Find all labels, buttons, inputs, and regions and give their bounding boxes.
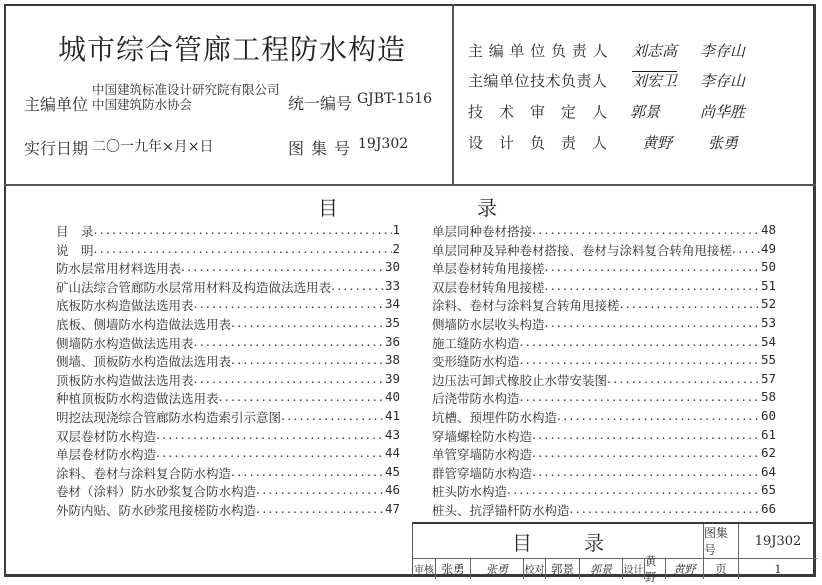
toc-entry-title: 侧墙防水构造做法选用表	[56, 335, 194, 351]
toc-entry-page: 36	[384, 333, 400, 349]
toc-entry-title: 底板防水构造做法选用表	[56, 298, 194, 314]
toc-entry-page: 43	[384, 426, 400, 442]
toc-entry-title: 顶板防水构造做法选用表	[56, 372, 194, 388]
toc-entry-title: 双层卷材防水构造	[56, 428, 157, 444]
leader-dots	[181, 259, 385, 277]
toc-entry-title: 边压法可卸式橡胶止水带安装图	[432, 372, 608, 388]
atlas-number-label: 图 集 号	[288, 139, 352, 158]
toc-entry-title: 坑槽、预埋件防水构造	[432, 410, 558, 425]
leader-dots	[532, 222, 761, 240]
toc-entry[interactable]	[56, 501, 400, 519]
signature: 刘志高	[632, 42, 678, 60]
toc-entry[interactable]	[432, 389, 776, 407]
leader-dots	[520, 352, 761, 370]
toc-entry[interactable]	[56, 241, 400, 259]
review-name: 张勇	[441, 561, 465, 576]
toc-entry-page: 35	[384, 315, 400, 330]
toc-entry[interactable]	[432, 464, 776, 482]
toc-entry[interactable]	[56, 296, 400, 314]
toc-entry[interactable]	[432, 296, 776, 314]
toc-entry-page: 44	[384, 445, 400, 461]
atlas-title: 城市综合管廊工程防水构造	[58, 33, 407, 66]
toc-entry-page: 41	[384, 408, 400, 423]
toc-entry-page: 66	[760, 501, 776, 516]
toc-entry-title: 单层卷材防水构造	[56, 447, 157, 463]
leader-dots	[231, 315, 385, 333]
toc-entry[interactable]	[56, 408, 400, 426]
responsible-role-3: 技 术 审 定 人	[468, 103, 608, 121]
toc-entry-title: 防水层常用材料选用表	[56, 261, 182, 277]
responsible-role-2: 主编单位技术负责人	[468, 72, 608, 90]
signature: 李存山	[700, 42, 746, 60]
toc-entry-page: 47	[384, 501, 400, 516]
leader-dots	[281, 408, 385, 426]
check-label: 校对	[524, 565, 545, 576]
toc-left-column	[56, 222, 400, 522]
toc-entry-title: 后浇带防水构造	[432, 391, 520, 407]
toc-entry[interactable]	[432, 352, 776, 370]
signature: 李存山	[700, 72, 746, 90]
leader-dots	[507, 482, 761, 500]
leader-dots	[194, 371, 385, 389]
leader-dots	[607, 371, 761, 389]
title-block	[412, 522, 816, 584]
toc-entry[interactable]	[432, 501, 776, 519]
atlas-no-value: 19J302	[754, 533, 802, 549]
toc-entry-page: 51	[760, 277, 776, 293]
toc-entry-page: 40	[384, 389, 400, 405]
toc-entry-title: 矿山法综合管廊防水层常用材料及构造做法选用表	[56, 279, 332, 295]
leader-dots	[570, 501, 761, 519]
leader-dots	[545, 278, 761, 296]
toc-entry-title: 单层同种及异种卷材搭接、卷材与涂料复合转角甩接槎	[432, 242, 733, 258]
toc-entry[interactable]	[56, 482, 400, 500]
responsible-role-4: 设 计 负 责 人	[468, 134, 608, 152]
toc-entry-page: 55	[760, 352, 776, 368]
signature: 黄野	[642, 134, 673, 152]
toc-entry[interactable]	[432, 427, 776, 445]
toc-entry-title: 底板、侧墙防水构造做法选用表	[56, 317, 232, 332]
toc-entry[interactable]	[56, 334, 400, 352]
toc-entry[interactable]	[432, 334, 776, 352]
toc-entry-page: 1	[392, 222, 400, 237]
signature: 尚华胜	[700, 103, 746, 121]
toc-entry[interactable]	[432, 259, 776, 277]
leader-dots	[256, 501, 385, 519]
leader-dots	[532, 464, 761, 482]
toc-entry-page: 50	[760, 259, 776, 275]
toc-entry-title: 说 明	[56, 242, 94, 258]
toc-entry[interactable]	[56, 464, 400, 482]
editor-unit-label: 主编单位	[24, 95, 89, 114]
unified-number-label: 统一编号	[288, 94, 353, 113]
check-name: 郭景	[551, 561, 574, 576]
design-name: 黄野	[645, 553, 657, 584]
leader-dots	[532, 445, 761, 463]
check-signature: 郭景	[590, 562, 612, 576]
toc-entry[interactable]	[432, 222, 776, 240]
toc-entry[interactable]	[56, 278, 400, 296]
design-label: 设计	[623, 565, 644, 576]
toc-entry-page: 65	[760, 482, 776, 498]
toc-entry[interactable]	[56, 352, 400, 370]
toc-entry-page: 60	[760, 408, 776, 423]
leader-dots	[545, 315, 761, 333]
unified-number: GJBT-1516	[357, 91, 432, 107]
toc-entry-title: 侧墙、顶板防水构造做法选用表	[56, 354, 232, 370]
leader-dots	[620, 296, 761, 314]
page-number: 1	[774, 561, 782, 576]
toc-entry-page: 58	[760, 389, 776, 405]
editor-unit-2: 中国建筑防水协会	[92, 97, 193, 112]
toc-entry-title: 目 录	[56, 224, 94, 239]
toc-entry[interactable]	[432, 408, 776, 426]
toc-entry[interactable]	[56, 445, 400, 463]
responsible-role-1: 主 编 单 位 负 责 人	[468, 42, 609, 60]
page-label: 页	[715, 561, 727, 576]
toc-entry-title: 外防内贴、防水砂浆甩接槎防水构造	[56, 503, 257, 518]
toc-entry-page: 33	[384, 277, 400, 293]
toc-entry-page: 62	[760, 445, 776, 461]
editor-unit-1: 中国建筑标准设计研究院有限公司	[92, 82, 280, 97]
leader-dots	[94, 222, 393, 240]
toc-entry[interactable]	[432, 445, 776, 463]
leader-dots	[219, 389, 385, 407]
toc-entry-page: 64	[760, 463, 776, 479]
leader-dots	[557, 408, 761, 426]
leader-dots	[231, 352, 385, 370]
toc-entry[interactable]	[56, 222, 400, 240]
leader-dots	[256, 482, 385, 500]
toc-title-right: 录	[477, 196, 497, 220]
drawing-title-right: 录	[584, 530, 604, 555]
toc-entry[interactable]	[56, 259, 400, 277]
leader-dots	[532, 427, 761, 445]
toc-entry-page: 2	[392, 240, 400, 256]
toc-entry-page: 48	[760, 222, 776, 237]
leader-dots	[520, 334, 761, 352]
drawing-title-left: 目	[512, 530, 532, 555]
atlas-number: 19J302	[358, 136, 409, 152]
toc-entry-title: 卷材（涂料）防水砂浆复合防水构造	[56, 484, 257, 500]
toc-entry[interactable]	[56, 315, 400, 333]
toc-entry-title: 施工缝防水构造	[432, 335, 520, 351]
design-signature: 黄野	[673, 562, 696, 576]
signature: 郭景	[630, 103, 661, 121]
toc-entry-page: 46	[384, 482, 400, 498]
toc-entry-page: 57	[760, 370, 776, 386]
review-signature: 张勇	[486, 562, 508, 576]
toc-entry-title: 穿墙螺栓防水构造	[432, 428, 533, 444]
toc-entry-page: 53	[760, 315, 776, 330]
toc-entry-page: 39	[384, 370, 400, 386]
review-label: 审核	[414, 565, 434, 576]
toc-entry[interactable]	[56, 389, 400, 407]
toc-entry-title: 涂料、卷材与涂料复合防水构造	[56, 465, 232, 481]
effective-date: 二〇一九年×月×日	[92, 139, 214, 155]
toc-entry-title: 种植顶板防水构造做法选用表	[56, 391, 219, 407]
toc-entry[interactable]	[56, 427, 400, 445]
leader-dots	[231, 464, 385, 482]
effective-date-label: 实行日期	[24, 139, 89, 158]
toc-entry-title: 单管穿墙防水构造	[432, 447, 533, 463]
toc-entry-title: 群管穿墙防水构造	[432, 465, 533, 481]
toc-entry-title: 侧墙防水层收头构造	[432, 317, 545, 332]
leader-dots	[520, 389, 761, 407]
leader-dots	[94, 241, 393, 259]
leader-dots	[156, 427, 385, 445]
toc-entry-page: 38	[384, 352, 400, 368]
toc-entry-page: 61	[760, 426, 776, 442]
signature: 刘宏卫	[632, 72, 678, 90]
header-divider	[452, 4, 454, 186]
toc-entry[interactable]	[432, 241, 776, 259]
toc-entry[interactable]	[432, 371, 776, 389]
leader-dots	[331, 278, 385, 296]
toc-entry-page: 45	[384, 463, 400, 479]
toc-entry-page: 54	[760, 333, 776, 349]
leader-dots	[732, 241, 761, 259]
toc-entry-title: 单层同种卷材搭接	[432, 224, 533, 239]
toc-entry-title: 明挖法现浇综合管廊防水构造索引示意图	[56, 410, 282, 425]
toc-entry-title: 单层卷材转角甩接槎	[432, 261, 545, 277]
toc-title-left: 目	[318, 196, 338, 220]
toc-entry[interactable]	[432, 315, 776, 333]
signature: 张勇	[708, 134, 739, 152]
leader-dots	[194, 334, 385, 352]
toc-entry-title: 桩头防水构造	[432, 484, 508, 500]
toc-entry[interactable]	[432, 278, 776, 296]
toc-entry[interactable]	[432, 482, 776, 500]
leader-dots	[545, 259, 761, 277]
toc-entry[interactable]	[56, 371, 400, 389]
toc-entry-title: 涂料、卷材与涂料复合转角甩接槎	[432, 298, 620, 314]
toc-entry-page: 30	[384, 259, 400, 275]
atlas-no-label: 图集号	[704, 526, 729, 557]
toc-entry-title: 双层卷材转角甩接槎	[432, 279, 545, 295]
leader-dots	[194, 296, 385, 314]
toc-right-column	[432, 222, 776, 522]
leader-dots	[156, 445, 385, 463]
toc-entry-page: 49	[760, 240, 776, 256]
toc-entry-page: 52	[760, 296, 776, 312]
toc-entry-page: 34	[384, 296, 400, 312]
toc-entry-title: 桩头、抗浮锚杆防水构造	[432, 503, 570, 518]
toc-entry-title: 变形缝防水构造	[432, 354, 520, 370]
